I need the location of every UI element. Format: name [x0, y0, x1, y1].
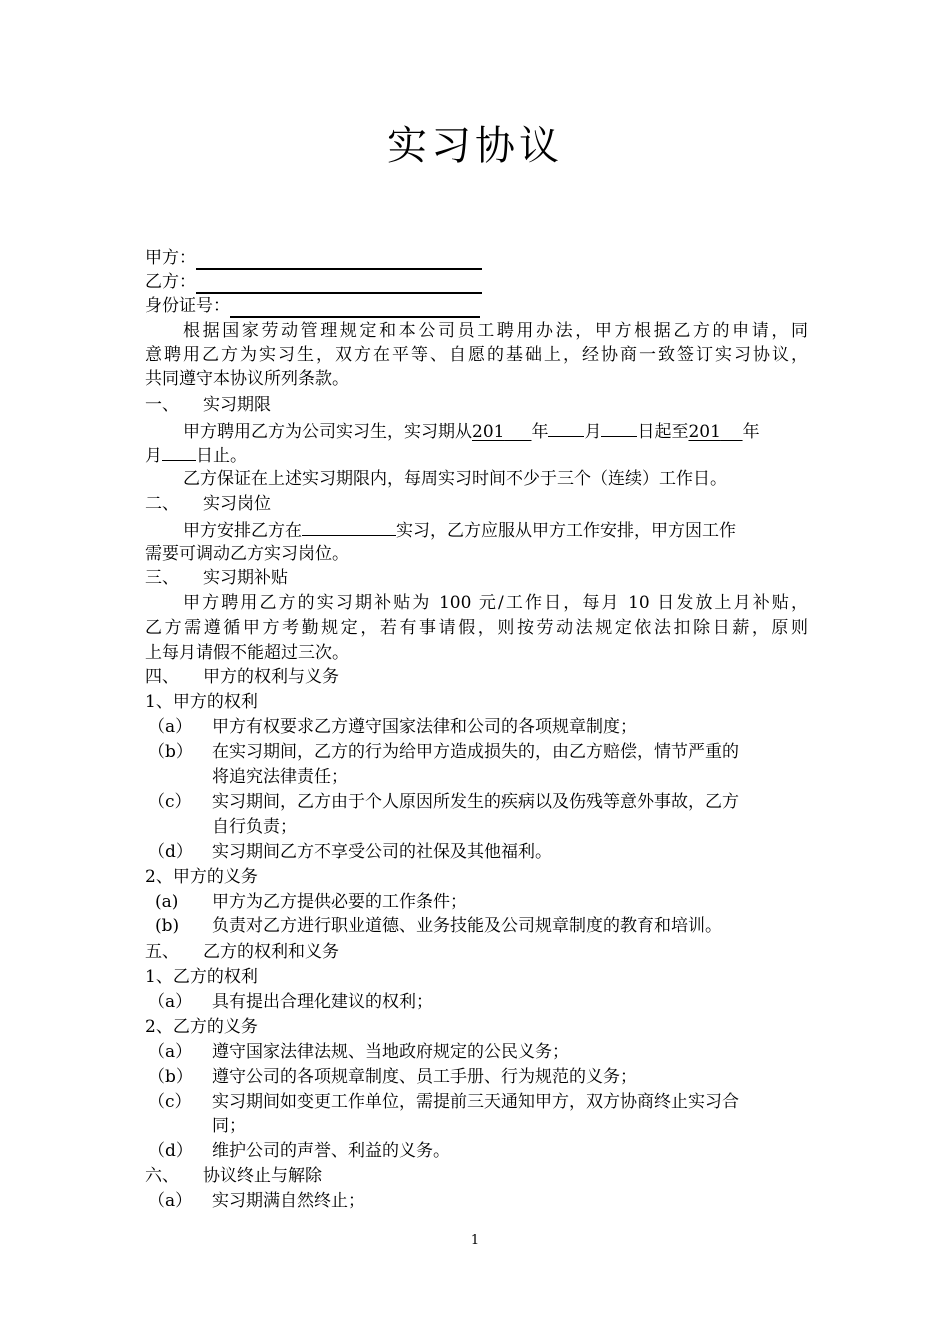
id-number-field[interactable]: [230, 296, 480, 318]
year-unit: 年: [531, 422, 549, 442]
start-year-field[interactable]: [472, 422, 531, 442]
month-unit: 月: [584, 422, 602, 442]
list-item: [155, 914, 722, 938]
party-a-label: 甲方：: [145, 248, 196, 268]
start-day-field[interactable]: [601, 418, 637, 437]
item-tag: （a）: [148, 1191, 193, 1211]
party-b-rights-heading: 1、乙方的权利: [145, 967, 258, 987]
start-year-value: 201: [472, 422, 505, 442]
allowance-line-2: 乙方需遵循甲方考勤规定，若有事请假，则按劳动法规定依法扣除日薪，原则: [145, 618, 808, 638]
party-b-line: [145, 270, 482, 294]
list-item: [148, 1189, 365, 1213]
list-item: [148, 1090, 739, 1114]
party-a-field[interactable]: [196, 248, 482, 270]
section-4-title: 甲方的权利与义务: [203, 667, 339, 687]
item-text: 遵守公司的各项规章制度、员工手册、行为规范的义务；: [212, 1067, 637, 1087]
day-until-text: 日起至: [637, 422, 689, 442]
list-item: [148, 840, 552, 864]
list-item: [148, 1040, 569, 1064]
party-a-duties-heading: 2、甲方的义务: [145, 867, 258, 887]
section-2-title: 实习岗位: [203, 494, 271, 514]
section-3-number: 三、: [145, 568, 179, 588]
section-1-title: 实习期限: [203, 395, 271, 415]
start-month-field[interactable]: [548, 418, 584, 437]
list-item: [155, 890, 467, 914]
item-text: 实习期满自然终止；: [212, 1191, 365, 1211]
allowance-line-3: 上每月请假不能超过三次。: [145, 643, 349, 663]
section-5-title: 乙方的权利和义务: [203, 942, 339, 962]
preamble-line-2: 意聘用乙方为实习生，双方在平等、自愿的基础上，经协商一致签订实习协议，: [145, 345, 808, 365]
section-6-heading: [145, 1164, 322, 1188]
item-tag: （a）: [148, 717, 193, 737]
section-6-title: 协议终止与解除: [203, 1166, 322, 1186]
section-3-title: 实习期补贴: [203, 568, 288, 588]
item-tag: （c）: [148, 792, 192, 812]
item-tag: （a）: [148, 992, 193, 1012]
item-text: 负责对乙方进行职业道德、业务技能及公司规章制度的教育和培训。: [212, 916, 722, 936]
position-text-a: 甲方安排乙方在: [183, 521, 302, 541]
item-tag: (a): [155, 892, 179, 912]
section-1-paragraph-2: 乙方保证在上述实习期限内，每周实习时间不少于三个（连续）工作日。: [183, 469, 727, 489]
position-line: [183, 517, 736, 543]
section-2-heading: [145, 492, 271, 516]
preamble-line-1: 根据国家劳动管理规定和本公司员工聘用办法，甲方根据乙方的申请，同: [183, 321, 808, 341]
item-tag: （d）: [148, 1141, 193, 1161]
section-2-number: 二、: [145, 494, 179, 514]
end-year-value: 201: [688, 422, 721, 442]
item-continuation: 同；: [212, 1116, 246, 1136]
item-tag: （d）: [148, 842, 193, 862]
section-2-paragraph-2: 需要可调动乙方实习岗位。: [145, 544, 349, 564]
item-tag: （b）: [148, 742, 193, 762]
item-text: 实习期间如变更工作单位，需提前三天通知甲方，双方协商终止实习合: [212, 1092, 739, 1112]
internship-period-line-2: [145, 442, 247, 468]
item-tag: （c）: [148, 1092, 192, 1112]
party-b-duties-heading: 2、乙方的义务: [145, 1017, 258, 1037]
end-year-field[interactable]: [688, 422, 742, 442]
party-a-rights-heading: 1、甲方的权利: [145, 692, 258, 712]
section-5-heading: [145, 940, 339, 964]
document-title: 实习协议: [387, 123, 563, 169]
item-tag: （b）: [148, 1067, 193, 1087]
list-item: [148, 740, 739, 764]
section-6-number: 六、: [145, 1166, 179, 1186]
party-a-line: [145, 246, 482, 270]
list-item: [148, 1139, 450, 1163]
item-text: 维护公司的声誉、利益的义务。: [212, 1141, 450, 1161]
end-day-field[interactable]: [162, 442, 196, 461]
preamble-line-3: 共同遵守本协议所列条款。: [145, 369, 349, 389]
list-item: [148, 790, 739, 814]
section-1-heading: [145, 393, 271, 417]
section-4-heading: [145, 665, 339, 689]
id-number-label: 身份证号：: [145, 296, 230, 316]
position-text-b: 实习，乙方应服从甲方工作安排，甲方因工作: [396, 521, 736, 541]
section-5-number: 五、: [145, 942, 179, 962]
section-4-number: 四、: [145, 667, 179, 687]
end-text: 日止。: [196, 446, 247, 466]
item-text: 甲方为乙方提供必要的工作条件；: [212, 892, 467, 912]
item-text: 实习期间，乙方由于个人原因所发生的疾病以及伤残等意外事故，乙方: [212, 792, 739, 812]
allowance-line-1: 甲方聘用乙方的实习期补贴为 100 元/工作日，每月 10 日发放上月补贴，: [183, 593, 808, 613]
section-1-number: 一、: [145, 395, 179, 415]
section-3-heading: [145, 566, 288, 590]
page-number: 1: [470, 1233, 480, 1248]
item-text: 遵守国家法律法规、当地政府规定的公民义务；: [212, 1042, 569, 1062]
item-text: 甲方有权要求乙方遵守国家法律和公司的各项规章制度；: [212, 717, 637, 737]
item-text: 实习期间乙方不享受公司的社保及其他福利。: [212, 842, 552, 862]
party-b-label: 乙方：: [145, 272, 196, 292]
list-item: [148, 715, 637, 739]
item-tag: （a）: [148, 1042, 193, 1062]
position-field[interactable]: [302, 517, 396, 536]
item-text: 在实习期间，乙方的行为给甲方造成损失的，由乙方赔偿，情节严重的: [212, 742, 739, 762]
item-tag: (b): [155, 916, 180, 936]
item-continuation: 自行负责；: [212, 817, 297, 837]
period-text: 甲方聘用乙方为公司实习生，实习期从: [183, 422, 472, 442]
id-number-line: [145, 294, 480, 318]
internship-period-line: [183, 418, 760, 444]
item-continuation: 将追究法律责任；: [212, 767, 348, 787]
end-year-unit: 年: [742, 422, 760, 442]
party-b-field[interactable]: [196, 272, 482, 294]
end-month-unit: 月: [145, 446, 162, 466]
list-item: [148, 1065, 637, 1089]
list-item: [148, 990, 433, 1014]
item-text: 具有提出合理化建议的权利；: [212, 992, 433, 1012]
